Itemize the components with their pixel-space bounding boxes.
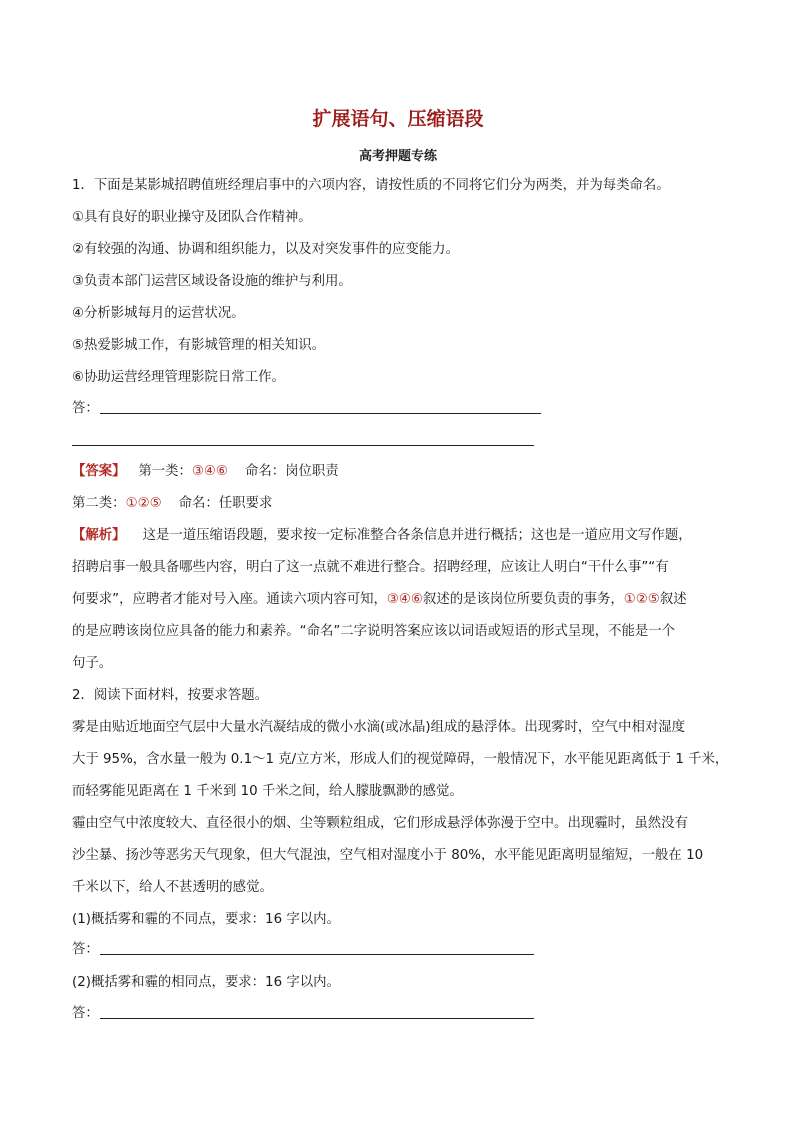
analysis-line-5: 句子。 (72, 656, 113, 671)
answer-cat2-nums: ①②⑤ (125, 496, 162, 511)
analysis-line-2: 招聘启事一般具备哪些内容，明白了这一点就不难进行整合。招聘经理，应该让人明白“干什么事”“有 (72, 560, 669, 575)
q2-sub1-answer-blank[interactable] (100, 954, 534, 955)
q1-answer-prompt: 答： (72, 401, 99, 416)
answer-cat1-label: 第一类： (138, 464, 192, 479)
answer-tag: 【答案】 (72, 464, 126, 479)
q2-stem: 2．阅读下面材料，按要求答题。 (72, 688, 268, 703)
analysis-line-1 (72, 527, 692, 545)
answer-row-1 (72, 463, 339, 481)
analysis-line-3 (72, 591, 687, 609)
q1-answer-blank-2[interactable] (72, 445, 534, 446)
q2-para1-line2: 大于 95%，含水量一般为 0.1～1 克/立方米，形成人们的视觉障碍，一般情况下，水平能见距离低于 1 千米， (72, 752, 729, 767)
q2-sub1: (1)概括雾和霾的不同点，要求：16 字以内。 (72, 912, 340, 927)
analysis-tag: 【解析】 (72, 528, 126, 543)
q1-item-6: ⑥协助运营经理管理影院日常工作。 (72, 370, 285, 385)
page-subtitle: 高考押题专练 (358, 149, 437, 164)
analysis-line-4: 的是应聘该岗位应具备的能力和素养。“命名”二字说明答案应该以词语或短语的形式呈现，不能是一个 (72, 624, 676, 639)
q2-sub2-answer-prompt: 答： (72, 1006, 99, 1021)
answer-row-2 (72, 495, 272, 513)
q1-item-1: ①具有良好的职业操守及团队合作精神。 (72, 210, 312, 225)
analysis-nums-2: ①②⑤ (623, 592, 660, 607)
q1-item-3: ③负责本部门运营区域设备设施的维护与利用。 (72, 274, 352, 289)
q2-para1-line1: 雾是由贴近地面空气层中大量水汽凝结成的微小水滴(或冰晶)组成的悬浮体。出现雾时，空气中相对湿度 (72, 720, 686, 735)
q1-item-2: ②有较强的沟通、协调和组织能力，以及对突发事件的应变能力。 (72, 242, 459, 257)
analysis-text-3a: 何要求”，应聘者才能对号入座。通读六项内容可知， (72, 592, 387, 607)
q2-sub1-answer-row (72, 941, 99, 959)
analysis-text-1: 这是一道压缩语段题，要求按一定标准整合各条信息并进行概括；这也是一道应用文写作题， (142, 528, 692, 543)
q1-answer-blank-1[interactable] (100, 413, 541, 414)
analysis-text-3c: 叙述的是该岗位所要负责的事务， (422, 592, 624, 607)
q1-item-4: ④分析影城每月的运营状况。 (72, 306, 245, 321)
q2-sub2-answer-blank[interactable] (100, 1018, 534, 1019)
answer-cat2-name: 命名：任职要求 (178, 496, 273, 511)
q2-para1-line3: 而轻雾能见距离在 1 千米到 10 千米之间，给人朦胧飘渺的感觉。 (72, 784, 463, 799)
q2-para2-line1: 霾由空气中浓度较大、直径很小的烟、尘等颗粒组成，它们形成悬浮体弥漫于空中。出现霾时，虽然没有 (72, 816, 688, 831)
q2-sub2-answer-row (72, 1005, 99, 1023)
q2-sub2: (2)概括雾和霾的相同点，要求：16 字以内。 (72, 975, 340, 990)
page-title: 扩展语句、压缩语段 (312, 108, 484, 130)
answer-cat1-name: 命名：岗位职责 (244, 464, 339, 479)
q2-sub1-answer-prompt: 答： (72, 942, 99, 957)
q1-answer-row (72, 400, 99, 418)
q2-para2-line3: 千米以下，给人不甚透明的感觉。 (72, 880, 273, 895)
answer-cat1-nums: ③④⑥ (191, 464, 228, 479)
answer-cat2-label: 第二类： (72, 496, 126, 511)
analysis-nums-1: ③④⑥ (386, 592, 423, 607)
analysis-text-3e: 叙述 (659, 592, 687, 607)
q1-stem: 1．下面是某影城招聘值班经理启事中的六项内容，请按性质的不同将它们分为两类，并为每类命名。 (72, 178, 670, 193)
q1-item-5: ⑤热爱影城工作，有影城管理的相关知识。 (72, 338, 326, 353)
q2-para2-line2: 沙尘暴、扬沙等恶劣天气现象，但大气混浊，空气相对湿度小于 80%，水平能见距离明显缩短，一般在 10 (72, 848, 704, 863)
